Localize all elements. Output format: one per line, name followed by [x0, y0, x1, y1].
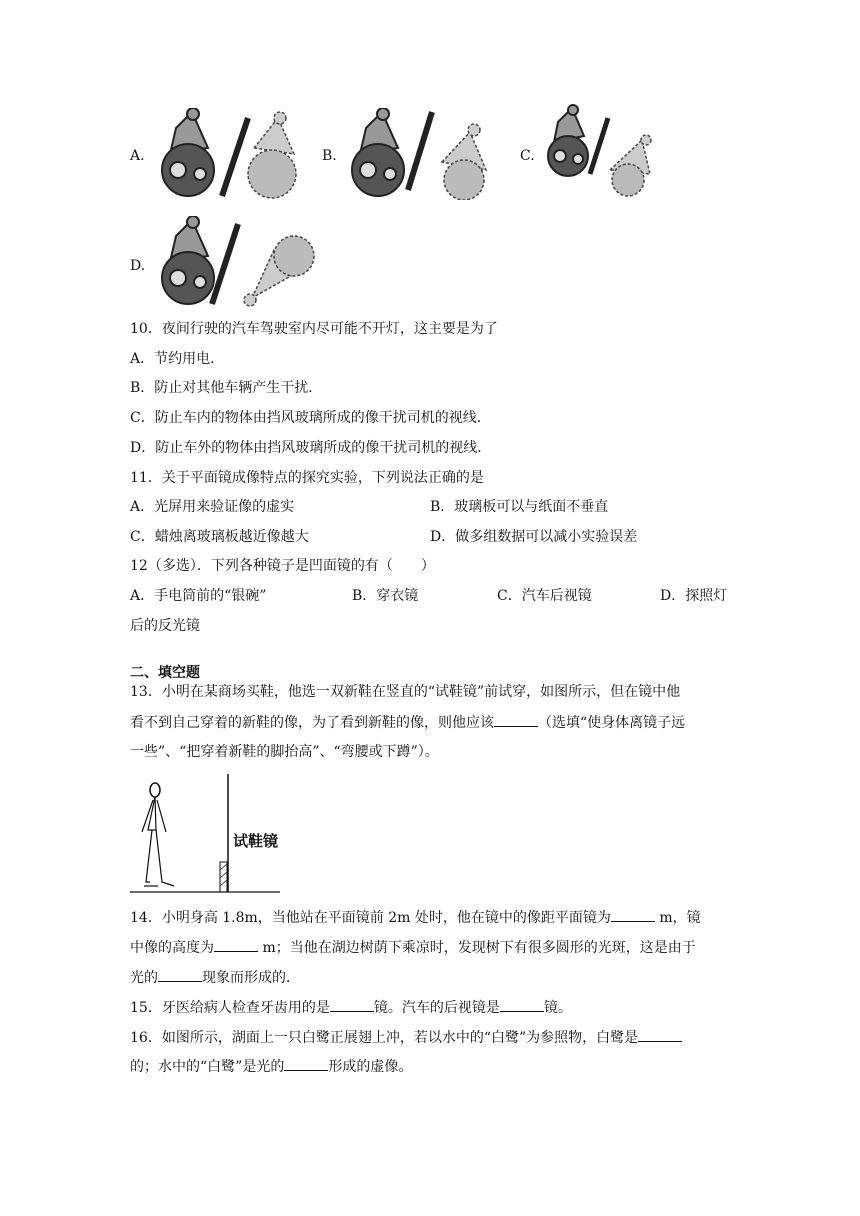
q12-option-a: A．手电筒前的“银碗”: [130, 588, 267, 604]
q12-option-d: D．探照灯: [660, 588, 728, 604]
answer-blank[interactable]: [638, 1027, 682, 1042]
shoe-mirror-label: 试鞋镜: [233, 833, 279, 850]
q14-line-1: 14．小明身高 1.8m，当他站在平面镜前 2m 处时，他在镜中的像距平面镜为 m，镜: [130, 907, 701, 928]
q16-line-1: 16．如图所示，湖面上一只白鹭正展翅上冲，若以水中的“白鹭”为参照物，白鹭是: [130, 1027, 682, 1048]
answer-blank[interactable]: [494, 712, 538, 727]
q13-line-3: 一些”、“把穿着新鞋的脚抬高”、“弯腰或下蹲”）。: [130, 744, 439, 760]
q12-option-c: C．汽车后视镜: [497, 588, 592, 604]
clown-mirror-figure-b: [346, 108, 496, 200]
q16-line-2: 的；水中的“白鹭”是光的 形成的虚像。: [130, 1056, 412, 1077]
option-label-b: B.: [322, 148, 337, 164]
answer-blank[interactable]: [284, 1056, 328, 1071]
option-label-d: D.: [130, 258, 146, 274]
q11-stem: 11．关于平面镜成像特点的探究实验，下列说法正确的是: [130, 470, 484, 486]
answer-blank[interactable]: [158, 967, 202, 982]
q13-line-1: 13．小明在某商场买鞋，他选一双新鞋在竖直的“试鞋镜”前试穿，如图所示，但在镜中他: [130, 684, 681, 700]
q11-option-b: B．玻璃板可以与纸面不垂直: [430, 499, 609, 515]
section-heading: 二、填空题: [130, 665, 200, 681]
q12-option-d-continued: 后的反光镜: [130, 618, 200, 634]
q11-option-a: A．光屏用来验证像的虚实: [130, 499, 295, 515]
q15-line: 15．牙医给病人检查牙齿用的是 镜。汽车的后视镜是 镜。: [130, 997, 572, 1018]
q13-line-2: 看不到自己穿着的新鞋的像，为了看到新鞋的像，则他应该 （选填“使身体离镜子远: [130, 712, 685, 733]
q12-stem: 12（多选）．下列各种镜子是凹面镜的有（ ）: [130, 558, 435, 574]
clown-mirror-figure-a: [156, 108, 306, 200]
q10-option-d: D．防止车外的物体由挡风玻璃所成的像干扰司机的视线．: [130, 440, 492, 456]
q10-option-a: A．节约用电．: [130, 351, 225, 367]
q12-option-b: B．穿衣镜: [352, 588, 419, 604]
answer-blank[interactable]: [500, 997, 544, 1012]
option-label-c: C.: [520, 148, 535, 164]
option-label-a: A.: [130, 148, 145, 164]
q14-line-2: 中像的高度为 m；当他在湖边树荫下乘凉时，发现树下有很多圆形的光斑，这是由于: [130, 937, 696, 958]
q10-option-c: C．防止车内的物体由挡风玻璃所成的像干扰司机的视线．: [130, 410, 491, 426]
q11-option-c: C．蜡烛离玻璃板越近像越大: [130, 529, 309, 545]
clown-mirror-figure-c: [544, 104, 664, 200]
answer-blank[interactable]: [214, 937, 258, 952]
q14-line-3: 光的 现象而形成的．: [130, 967, 300, 988]
q10-stem: 10．夜间行驶的汽车驾驶室内尽可能不开灯，这主要是为了: [130, 321, 498, 337]
clown-mirror-figure-d: [156, 216, 326, 308]
answer-blank[interactable]: [330, 997, 374, 1012]
answer-blank[interactable]: [611, 907, 655, 922]
q11-option-d: D．做多组数据可以减小实验误差: [430, 529, 638, 545]
q10-option-b: B．防止对其他车辆产生干扰．: [130, 380, 323, 396]
shoe-mirror-figure: [130, 770, 290, 896]
